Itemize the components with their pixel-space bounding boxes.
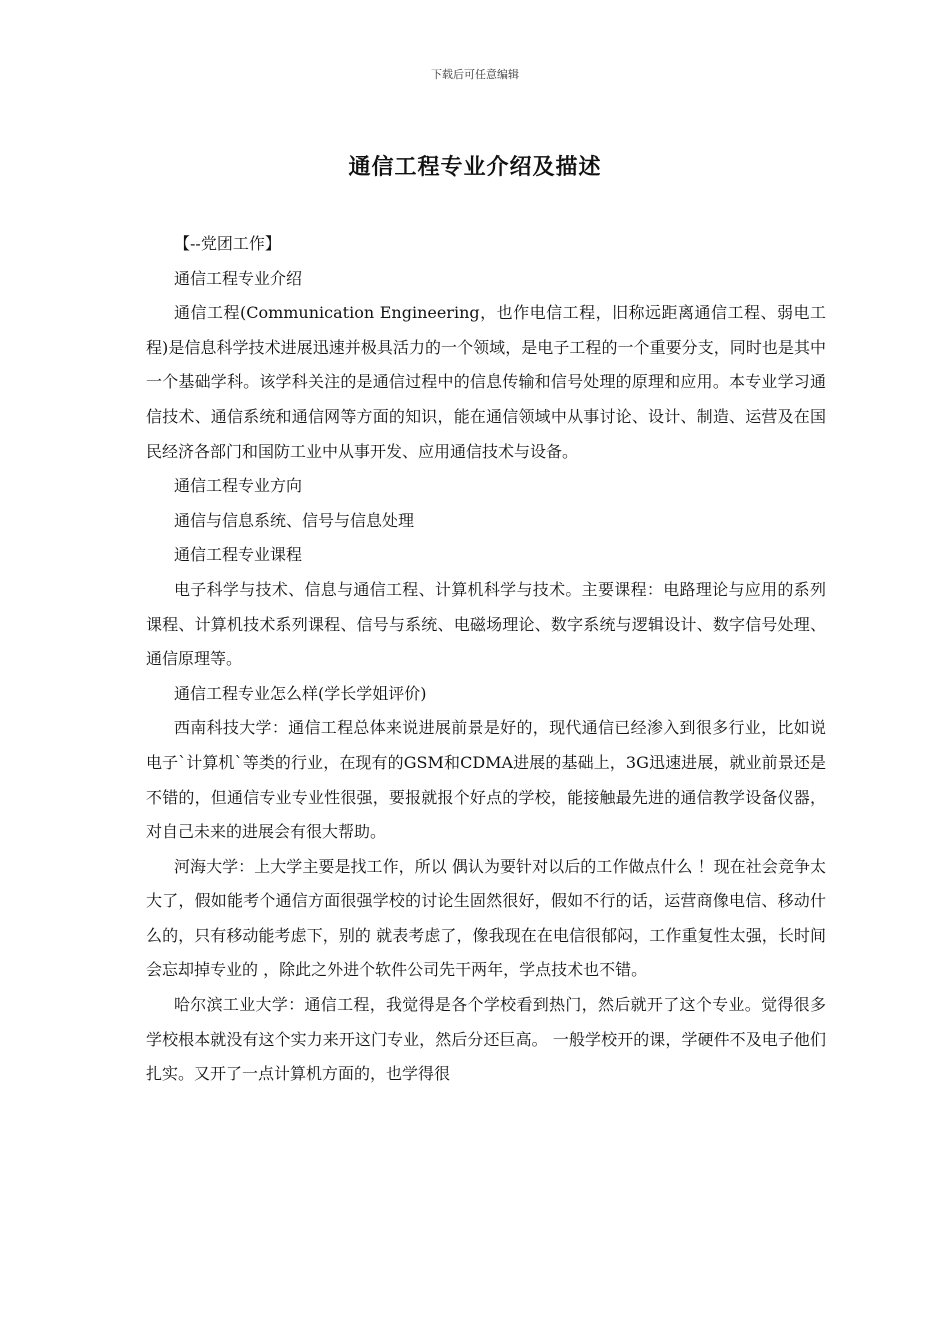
paragraph: 电子科学与技术、信息与通信工程、计算机科学与技术。主要课程：电路理论与应用的系列课程、计算机技术系列课程、信号与系统、电磁场理论、数字系统与逻辑设计、数字信号处理、通信原理等。 — [146, 579, 826, 669]
document-body — [146, 227, 826, 1092]
paragraph-heading: 通信工程专业课程 — [174, 545, 303, 565]
header-note: 下载后可任意编辑 — [431, 68, 519, 81]
page-title: 通信工程专业介绍及描述 — [348, 155, 602, 180]
paragraph: 通信与信息系统、信号与信息处理 — [174, 510, 415, 530]
paragraph-heading: 通信工程专业方向 — [174, 476, 303, 496]
paragraph: 通信工程(Communication Engineering，也作电信工程，旧称远距离通信工程、弱电工程)是信息科学技术进展迅速并极具活力的一个领域，是电子工程的一个重要分支，同时也是其中一个基础学科。该学科关注的是通信过程中的信息传输和信号处理的原理和应用。本专业学习通信技术、通信系统和通信网等方面的知识，能在通信领域中从事讨论、设计、制造、运营及在国民经济各部门和国防工业中从事开发、应用通信技术与设备。 — [146, 303, 826, 461]
paragraph-heading: 通信工程专业怎么样(学长学姐评价) — [174, 683, 427, 703]
paragraph-category: 【--党团工作】 — [174, 234, 281, 253]
paragraph-heading: 通信工程专业介绍 — [174, 268, 303, 288]
paragraph: 西南科技大学：通信工程总体来说进展前景是好的，现代通信已经渗入到很多行业，比如说电子`计算机`等类的行业，在现有的GSM和CDMA进展的基础上，3G迅速进展，就业前景还是不错的，但通信专业专业性很强，要报就报个好点的学校，能接触最先进的通信教学设备仪器，对自己未来的进展会有很大帮助。 — [146, 718, 826, 842]
paragraph: 哈尔滨工业大学：通信工程，我觉得是各个学校看到热门，然后就开了这个专业。觉得很多学校根本就没有这个实力来开这门专业，然后分还巨高。 一般学校开的课，学硬件不及电子他们扎实。又开了一点计算机方面的，也学得很 — [146, 995, 826, 1084]
paragraph: 河海大学：上大学主要是找工作，所以 偶认为要针对以后的工作做点什么 ！现在社会竞争太大了，假如能考个通信方面很强学校的讨论生固然很好，假如不行的话，运营商像电信、移动什么的，只有移动能考虑下，别的 就表考虑了，像我现在在电信很郁闷，工作重复性太强，长时间会忘却掉专业的 ，除此之外进个软件公司先干两年，学点技术也不错。 — [146, 856, 826, 980]
